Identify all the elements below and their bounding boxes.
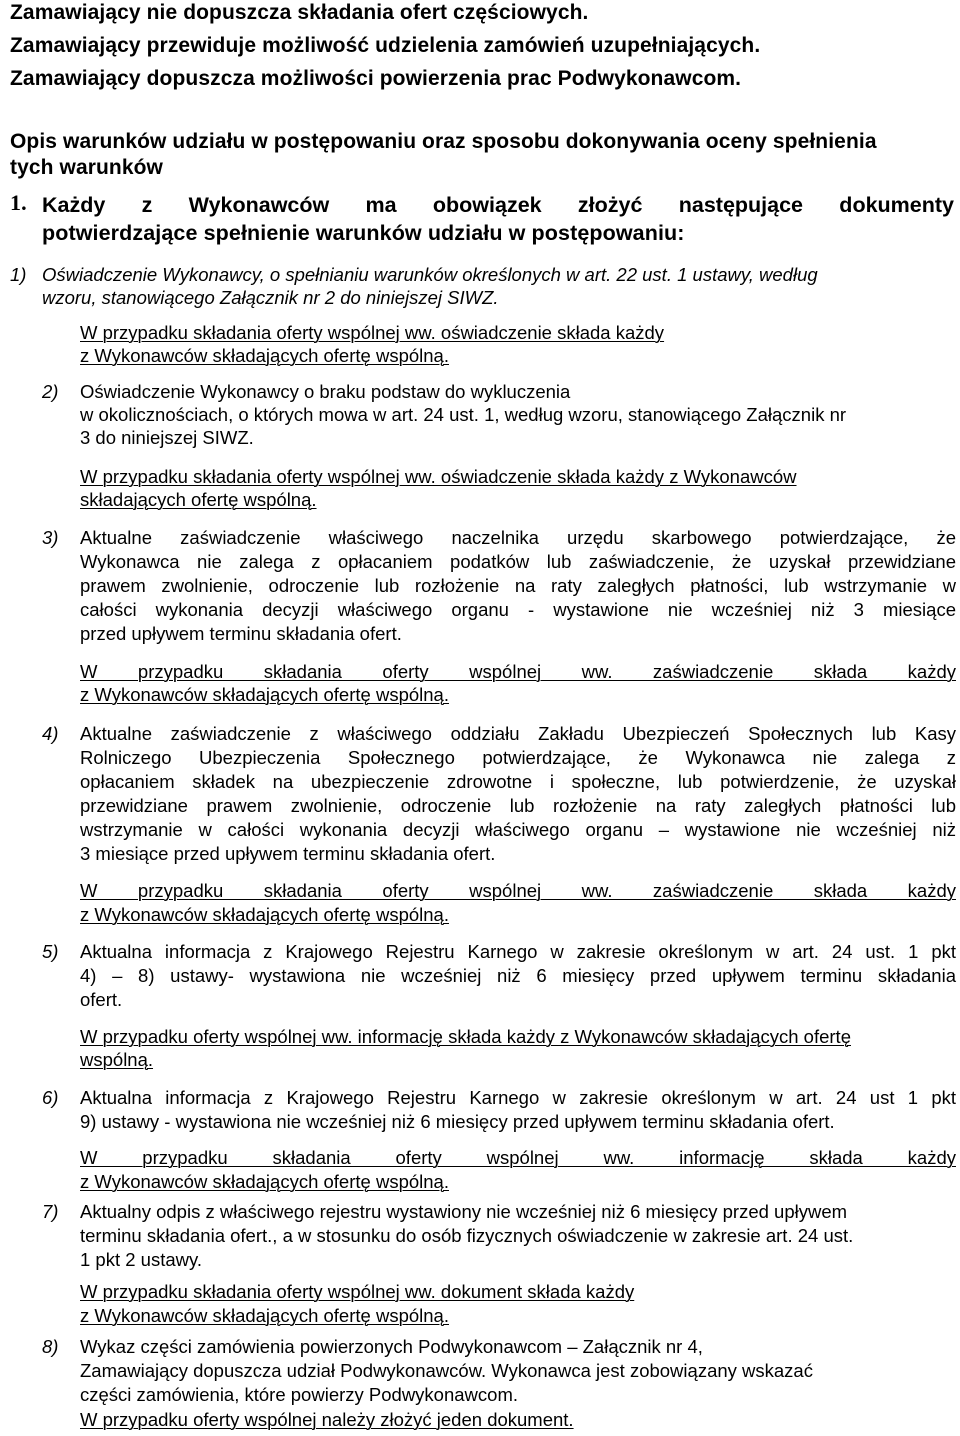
item-1-line-1: Oświadczenie Wykonawcy, o spełnianiu warunków określonych w art. 22 ust. 1 ustawy, według xyxy=(42,264,818,285)
item-2-note-line-2: składających ofertę wspólną. xyxy=(80,489,317,510)
item-1-note-line-1: W przypadku składania oferty wspólnej ww. oświadczenie składa każdy xyxy=(80,322,665,343)
item-3-line-1: Aktualne zaświadczenie właściwego naczelnika urzędu skarbowego potwierdzające, że xyxy=(80,527,956,548)
item-6-number: 6) xyxy=(42,1087,59,1108)
point-line-2: potwierdzające spełnienie warunków udziału w postępowaniu: xyxy=(42,221,685,245)
item-3-note-line-1: W przypadku składania oferty wspólnej ww. zaświadczenie składa każdy xyxy=(80,661,956,682)
item-3-number: 3) xyxy=(42,527,59,548)
section-title-line-2: tych warunków xyxy=(10,156,163,179)
item-5-line-3: ofert. xyxy=(80,989,123,1010)
item-8-line-3: części zamówienia, które powierzy Podwykonawcom. xyxy=(80,1384,519,1405)
item-7-note-line-1: W przypadku składania oferty wspólnej ww. dokument składa każdy xyxy=(80,1281,635,1302)
item-7-line-2: terminu składania ofert., a w stosunku do osób fizycznych oświadczenie w zakresie art. 24 ust. xyxy=(80,1225,854,1246)
item-7-note-line-2: z Wykonawców składających ofertę wspólną. xyxy=(80,1305,449,1326)
item-5-line-1: Aktualna informacja z Krajowego Rejestru Karnego w zakresie określonym w art. 24 ust. 1 pkt xyxy=(80,941,956,962)
item-4-line-4: przewidziane prawem zwolnienie, odroczenie lub rozłożenie na raty zaległych płatności lub xyxy=(80,795,956,816)
item-2-note-line-1: W przypadku składania oferty wspólnej ww. oświadczenie składa każdy z Wykonawców xyxy=(80,466,797,487)
item-4-note-line-1: W przypadku składania oferty wspólnej ww. zaświadczenie składa każdy xyxy=(80,880,956,901)
item-4-note-line-2: z Wykonawców składających ofertę wspólną. xyxy=(80,904,449,925)
header-line-1: Zamawiający nie dopuszcza składania ofert częściowych. xyxy=(10,1,589,24)
item-1-line-2: wzoru, stanowiącego Załącznik nr 2 do niniejszej SIWZ. xyxy=(42,287,499,308)
item-4-line-2: Rolniczego Ubezpieczenia Społecznego potwierdzające, że Wykonawca nie zalega z xyxy=(80,747,956,768)
item-1-note-line-2: z Wykonawców składających ofertę wspólną. xyxy=(80,345,449,366)
item-3-line-5: przed upływem terminu składania ofert. xyxy=(80,623,402,644)
section-title-line-1: Opis warunków udziału w postępowaniu oraz sposobu dokonywania oceny spełnienia xyxy=(10,130,877,153)
item-6-line-1: Aktualna informacja z Krajowego Rejestru Karnego w zakresie określonym w art. 24 ust 1 pkt xyxy=(80,1087,956,1108)
item-2-line-3: 3 do niniejszej SIWZ. xyxy=(80,427,254,448)
point-number: 1. xyxy=(10,190,27,215)
item-3-line-2: Wykonawca nie zalega z opłacaniem podatków lub zaświadczenie, że uzyskał przewidziane xyxy=(80,551,956,572)
item-7-line-1: Aktualny odpis z właściwego rejestru wystawiony nie wcześniej niż 6 miesięcy przed upływem xyxy=(80,1201,848,1222)
header-line-3: Zamawiający dopuszcza możliwości powierzenia prac Podwykonawcom. xyxy=(10,67,742,90)
item-2-number: 2) xyxy=(42,381,59,402)
item-6-line-2: 9) ustawy - wystawiona nie wcześniej niż 6 miesięcy przed upływem terminu składania ofert. xyxy=(80,1111,835,1132)
item-8-note-line-1: W przypadku oferty wspólnej należy złożyć jeden dokument. xyxy=(80,1409,574,1430)
item-1-number: 1) xyxy=(10,264,27,285)
item-4-line-1: Aktualne zaświadczenie z właściwego oddziału Zakładu Ubezpieczeń Społecznych lub Kasy xyxy=(80,723,956,744)
item-7-line-3: 1 pkt 2 ustawy. xyxy=(80,1249,203,1270)
item-7-number: 7) xyxy=(42,1201,59,1222)
item-5-note-line-2: wspólną. xyxy=(80,1049,154,1070)
item-5-note-line-1: W przypadku oferty wspólnej ww. informację składa każdy z Wykonawców składających ofertę xyxy=(80,1026,851,1047)
item-4-number: 4) xyxy=(42,723,59,744)
item-6-note-line-1: W przypadku składania oferty wspólnej ww. informację składa każdy xyxy=(80,1147,956,1168)
item-4-line-5: wstrzymanie w całości wykonania decyzji właściwego organu – wystawione nie wcześniej niż xyxy=(80,819,956,840)
header-line-2: Zamawiający przewiduje możliwość udzielenia zamówień uzupełniających. xyxy=(10,34,761,57)
item-5-line-2: 4) – 8) ustawy- wystawiona nie wcześniej niż 6 miesięcy przed upływem terminu składania xyxy=(80,965,956,986)
item-3-note-line-2: z Wykonawców składających ofertę wspólną. xyxy=(80,684,449,705)
item-2-line-2: w okolicznościach, o których mowa w art. 24 ust. 1, według wzoru, stanowiącego Załącznik nr xyxy=(80,404,847,425)
item-5-number: 5) xyxy=(42,941,59,962)
item-8-line-1: Wykaz części zamówienia powierzonych Podwykonawcom – Załącznik nr 4, xyxy=(80,1336,703,1357)
item-4-line-3: opłacaniem składek na ubezpieczenie zdrowotne i społeczne, lub potwierdzenie, że uzyskał xyxy=(80,771,956,792)
point-line-1: Każdy z Wykonawców ma obowiązek złożyć następujące dokumenty xyxy=(42,193,954,217)
item-2-line-1: Oświadczenie Wykonawcy o braku podstaw do wykluczenia xyxy=(80,381,571,402)
item-6-note-line-2: z Wykonawców składających ofertę wspólną. xyxy=(80,1171,449,1192)
item-4-line-6: 3 miesiące przed upływem terminu składania ofert. xyxy=(80,843,496,864)
item-3-line-3: prawem zwolnienie, odroczenie lub rozłożenie na raty zaległych płatności, lub wstrzymanie w xyxy=(80,575,956,596)
item-3-line-4: całości wykonania decyzji właściwego organu - wystawione nie wcześniej niż 3 miesiące xyxy=(80,599,956,620)
item-8-line-2: Zamawiający dopuszcza udział Podwykonawców. Wykonawca jest zobowiązany wskazać xyxy=(80,1360,813,1381)
item-8-number: 8) xyxy=(42,1336,59,1357)
